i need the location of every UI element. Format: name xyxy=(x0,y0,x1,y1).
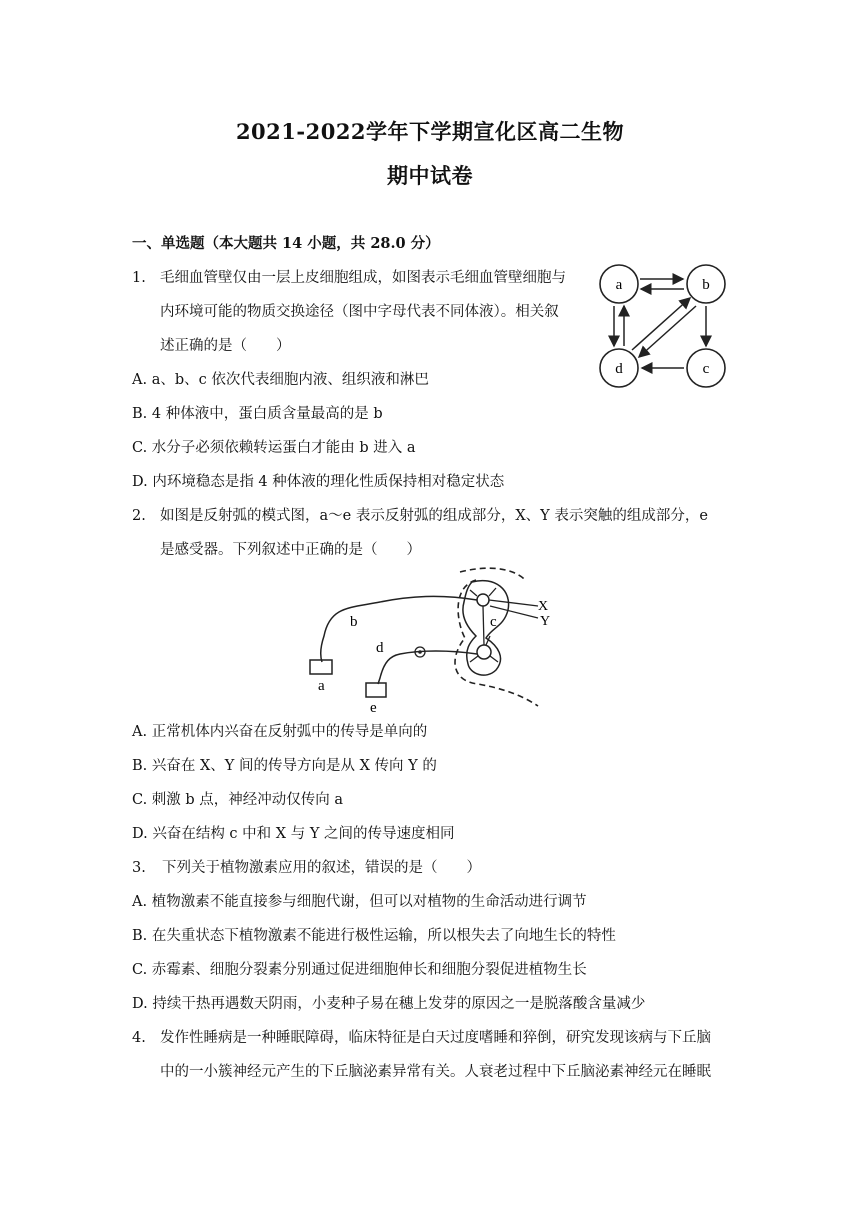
label-b: b xyxy=(350,614,358,630)
arrow-b-to-d xyxy=(639,306,696,357)
question-1-stem-line: 述正确的是（ ） xyxy=(160,338,291,354)
node-d-label: d xyxy=(615,361,623,377)
question-1-option-a: A. a、b、c 依次代表细胞内液、组织液和淋巴 xyxy=(132,372,429,388)
reflex-arc-diagram xyxy=(300,566,570,714)
question-2-number: 2. xyxy=(132,508,146,524)
question-1-option-b: B. 4 种体液中，蛋白质含量最高的是 b xyxy=(132,406,383,422)
question-2-option-c: C. 刺激 b 点，神经冲动仅传向 a xyxy=(132,792,344,808)
question-2-stem-line: 如图是反射弧的模式图，a～e 表示反射弧的组成部分，X、Y 表示突触的组成部分，e xyxy=(160,508,708,524)
label-d: d xyxy=(376,640,384,656)
question-3-number: 3. xyxy=(132,860,146,876)
node-a-label: a xyxy=(615,277,623,293)
label-e: e xyxy=(370,700,377,714)
receptor-box-e xyxy=(366,683,386,697)
section-heading: 一、单选题（本大题共 14 小题，共 28.0 分） xyxy=(132,235,440,252)
label-c: c xyxy=(490,614,497,630)
question-4-number: 4. xyxy=(132,1030,146,1046)
stimulus-point-inner xyxy=(418,650,422,654)
page-title-line1: 2021-2022学年下学期宣化区高二生物 xyxy=(235,119,625,144)
interneuron-body xyxy=(477,594,489,606)
question-3-option-c: C. 赤霉素、细胞分裂素分别通过促进细胞伸长和细胞分裂促进植物生长 xyxy=(132,962,587,978)
question-3-stem: 下列关于植物激素应用的叙述，错误的是（ ） xyxy=(162,860,481,876)
label-y: Y xyxy=(540,614,551,629)
question-1-option-d: D. 内环境稳态是指 4 种体液的理化性质保持相对稳定状态 xyxy=(132,474,505,490)
question-4-stem-line: 发作性睡病是一种睡眠障碍，临床特征是白天过度嗜睡和猝倒，研究发现该病与下丘脑 xyxy=(160,1030,711,1046)
question-1-number: 1. xyxy=(132,270,146,286)
body-fluid-exchange-diagram xyxy=(594,262,734,394)
question-3-option-b: B. 在失重状态下植物激素不能进行极性运输，所以根失去了向地生长的特性 xyxy=(132,928,616,944)
question-4-stem-line: 中的一小簇神经元产生的下丘脑泌素异常有关。人衰老过程中下丘脑泌素神经元在睡眠 xyxy=(160,1064,711,1080)
effector-box-a xyxy=(310,660,332,674)
synapse-x-line xyxy=(489,600,538,606)
motor-neuron-body xyxy=(477,645,491,659)
question-2-option-b: B. 兴奋在 X、Y 间的传导方向是从 X 传向 Y 的 xyxy=(132,758,437,774)
interneuron-connection xyxy=(483,606,484,645)
node-c-label: c xyxy=(702,361,710,377)
page-title-line2: 期中试卷 xyxy=(387,163,473,188)
question-2-option-a: A. 正常机体内兴奋在反射弧中的传导是单向的 xyxy=(132,724,428,740)
question-1-stem-line: 内环境可能的物质交换途径（图中字母代表不同体液）。相关叙 xyxy=(160,304,559,320)
arrow-d-to-b xyxy=(632,298,690,350)
question-2-option-d: D. 兴奋在结构 c 中和 X 与 Y 之间的传导速度相同 xyxy=(132,826,455,842)
question-1-option-c: C. 水分子必须依赖转运蛋白才能由 b 进入 a xyxy=(132,440,416,456)
question-1-stem-line: 毛细血管壁仅由一层上皮细胞组成，如图表示毛细血管壁细胞与 xyxy=(160,270,566,286)
synapse-y-line xyxy=(490,606,538,618)
question-3-option-a: A. 植物激素不能直接参与细胞代谢，但可以对植物的生命活动进行调节 xyxy=(132,894,587,910)
question-2-stem-line: 是感受器。下列叙述中正确的是（ ） xyxy=(160,542,421,558)
label-a: a xyxy=(318,678,325,694)
node-b-label: b xyxy=(702,277,710,293)
question-3-option-d: D. 持续干热再遇数天阴雨，小麦种子易在穗上发芽的原因之一是脱落酸含量减少 xyxy=(132,996,646,1012)
label-x: X xyxy=(538,599,549,614)
